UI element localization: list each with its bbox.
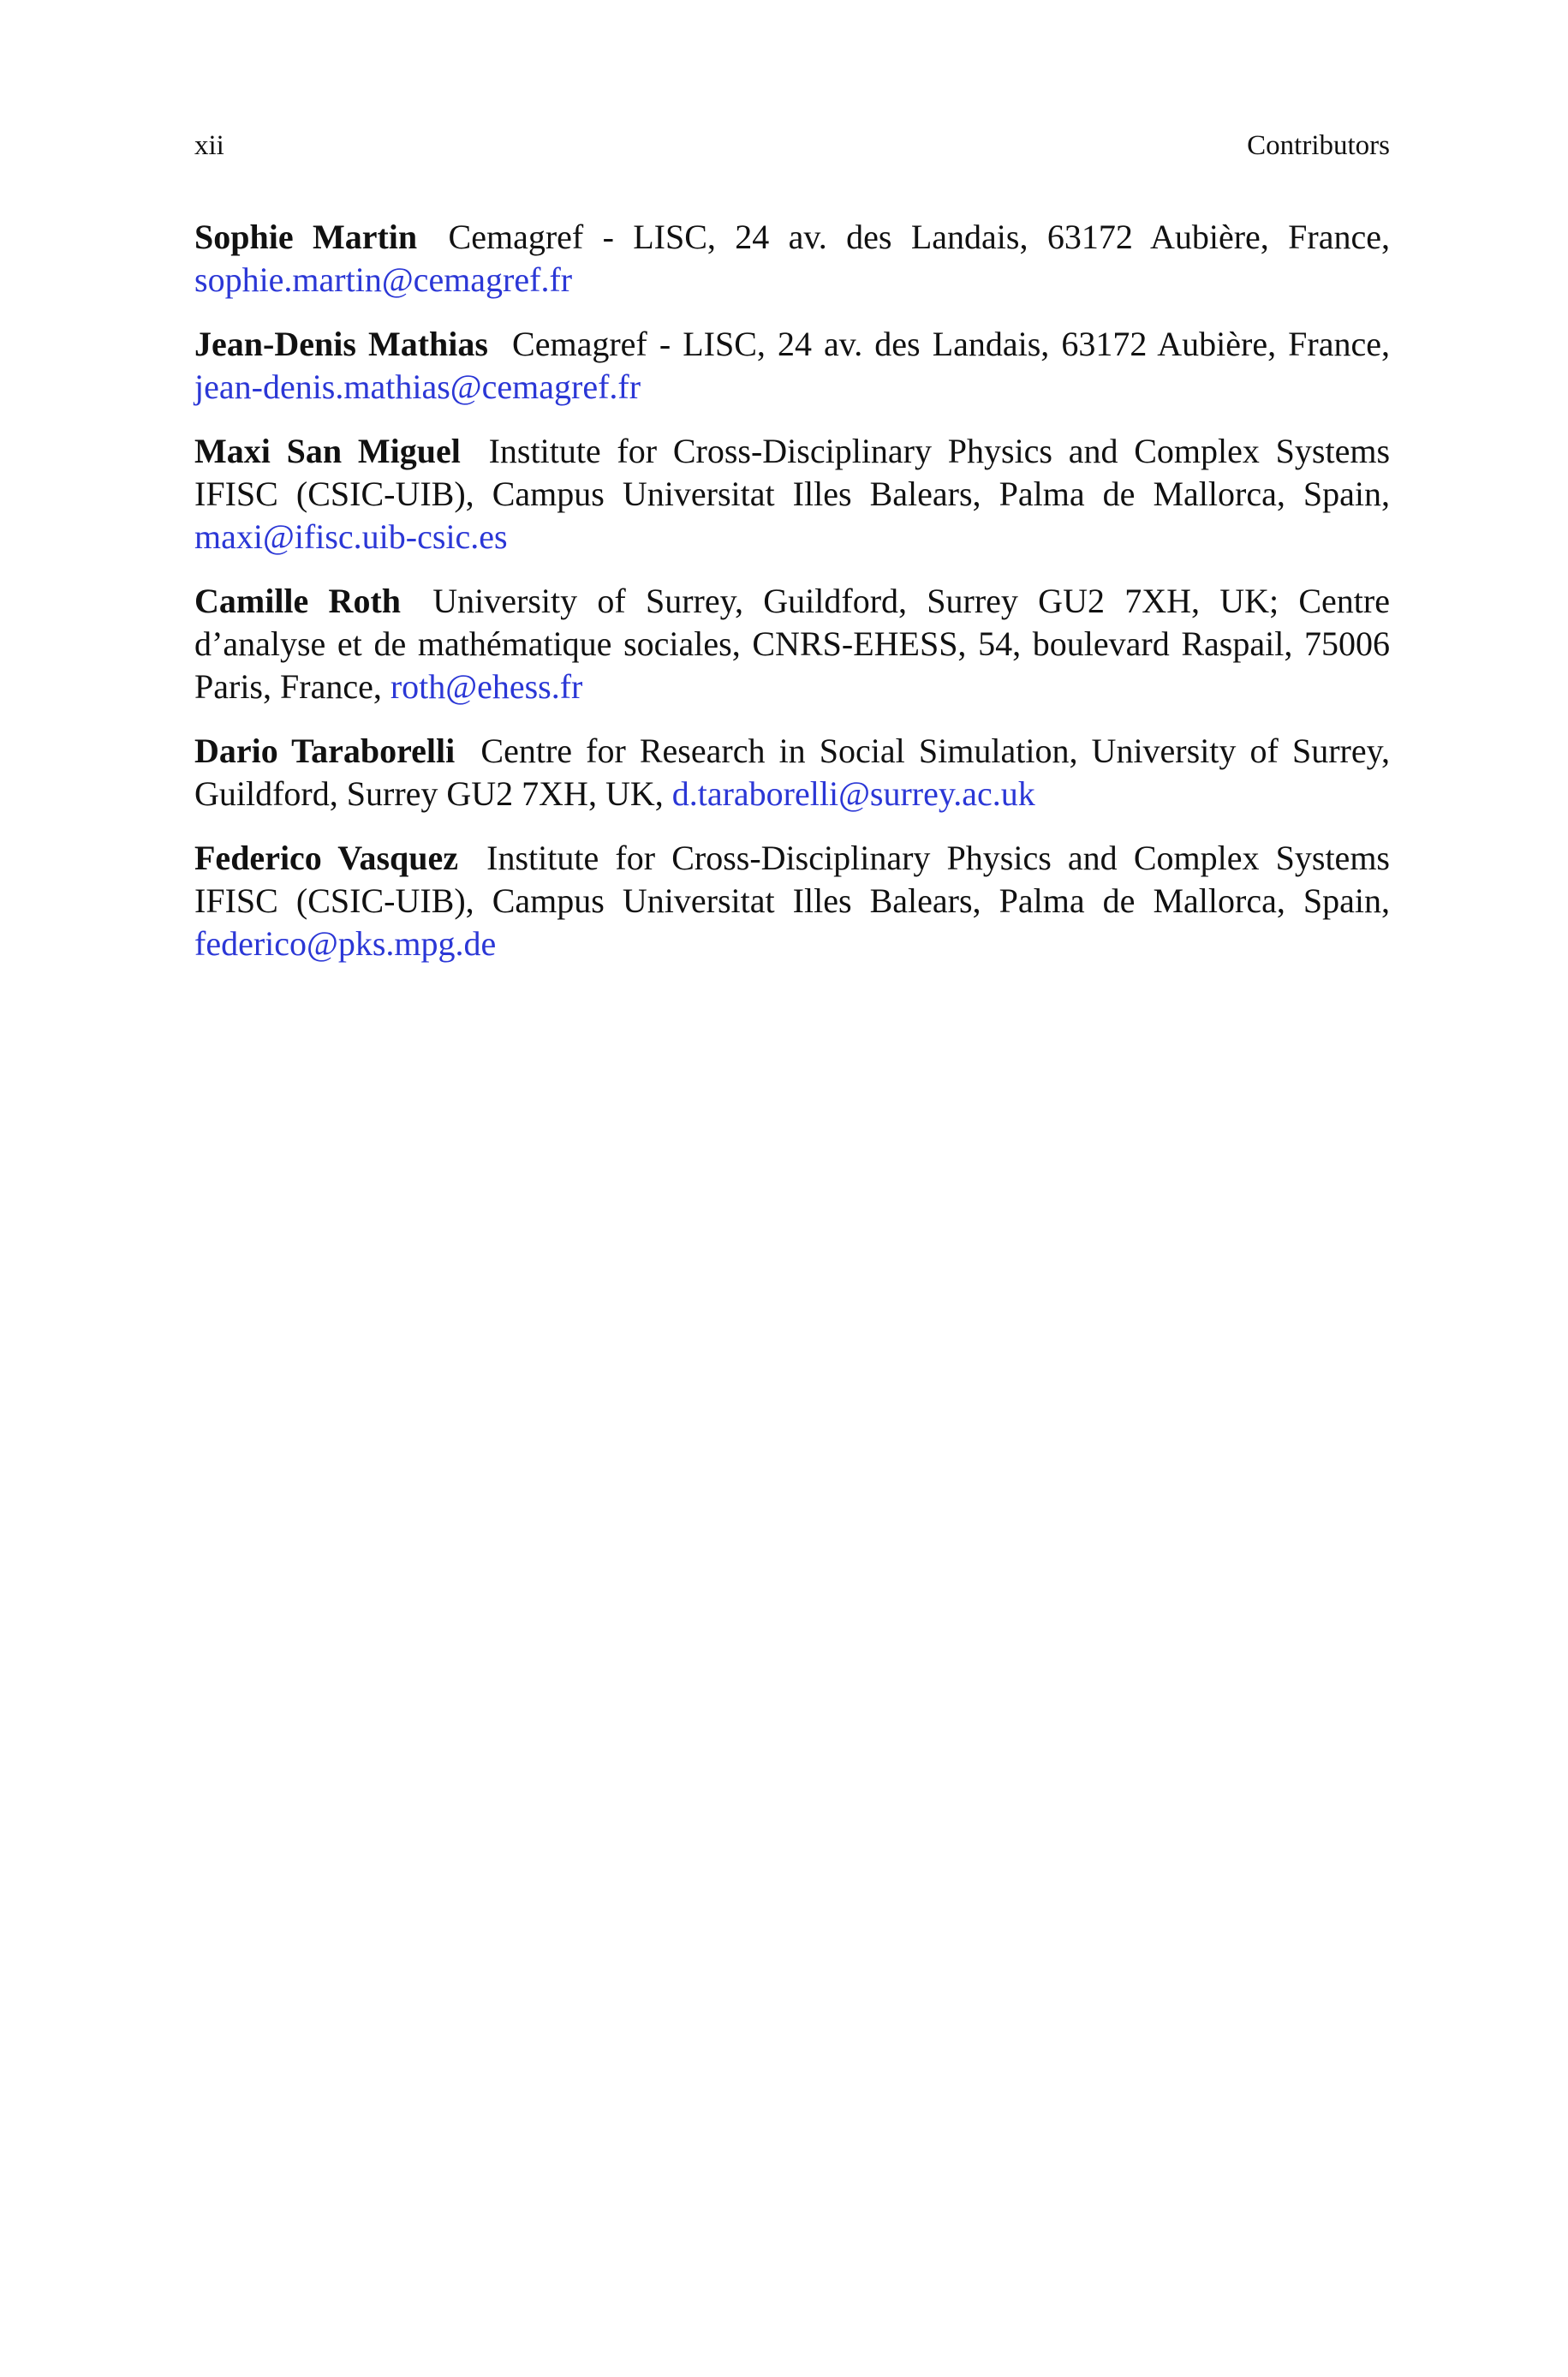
contributor-email-link[interactable]: maxi@ifisc.uib-csic.es [194, 517, 508, 556]
contributor-name: Sophie Martin [194, 218, 418, 256]
contributor-email-link[interactable]: sophie.martin@cemagref.fr [194, 260, 573, 299]
contributor-email-link[interactable]: roth@ehess.fr [390, 667, 583, 706]
contributor-name: Camille Roth [194, 582, 402, 620]
section-title: Contributors [1247, 130, 1390, 161]
contributor-entry-camille-roth [194, 580, 1390, 708]
contributor-email-link[interactable]: d.taraborelli@surrey.ac.uk [671, 774, 1035, 813]
contributor-affiliation: Centre for Research in Social Simulation, University of Surrey, Guildford, Surrey GU2 7XH, UK, [194, 732, 1390, 813]
contributor-affiliation: Cemagref - LISC, 24 av. des Landais, 63172 Aubière, France, [448, 218, 1390, 256]
contributor-entry-federico-vasquez [194, 837, 1390, 965]
contributor-list [194, 216, 1390, 987]
contributor-email-link[interactable]: jean-denis.mathias@cemagref.fr [194, 367, 641, 406]
contributor-affiliation: Cemagref - LISC, 24 av. des Landais, 63172 Aubière, France, [512, 325, 1390, 363]
contributor-affiliation: University of Surrey, Guildford, Surrey GU2 7XH, UK; Centre d’analyse et de mathématique sociales, CNRS-EHESS, 54, boulevard Raspail, 75006 Paris, France, [194, 582, 1390, 706]
contributor-entry-sophie-martin [194, 216, 1390, 302]
contributor-affiliation: Institute for Cross-Disciplinary Physics and Complex Systems IFISC (CSIC-UIB), Campus Universitat Illes Balears, Palma de Mallorca, Spain, [194, 432, 1391, 513]
running-header [194, 127, 1390, 164]
contributor-entry-maxi-san-miguel [194, 430, 1390, 558]
contributor-entry-dario-taraborelli [194, 730, 1390, 815]
contributor-affiliation: Institute for Cross-Disciplinary Physics and Complex Systems IFISC (CSIC-UIB), Campus Universitat Illes Balears, Palma de Mallorca, Spain, [194, 839, 1390, 920]
page-number: xii [194, 130, 224, 161]
contributor-name: Dario Taraborelli [194, 732, 456, 770]
contributor-name: Jean-Denis Mathias [194, 325, 488, 363]
contributor-name: Federico Vasquez [194, 839, 459, 877]
contributor-email-link[interactable]: federico@pks.mpg.de [194, 924, 497, 963]
contributor-name: Maxi San Miguel [194, 432, 461, 470]
contributor-entry-jean-denis-mathias [194, 323, 1390, 409]
